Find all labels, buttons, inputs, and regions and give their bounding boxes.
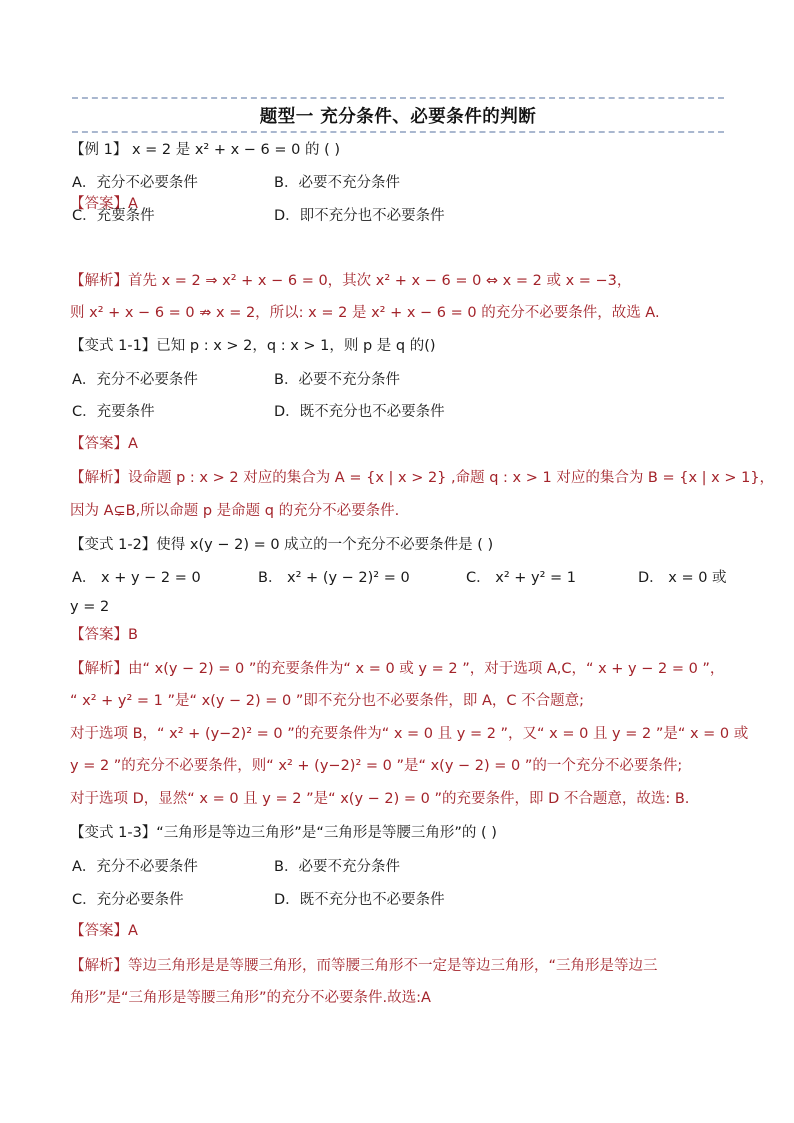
choice-option: D．既不充分也不必要条件	[274, 892, 445, 908]
bottom-divider	[72, 131, 724, 133]
choice-option: A．充分不必要条件	[72, 175, 198, 191]
choice-option: C．充要条件	[72, 208, 155, 224]
text-line: 【变式 1-3】“三角形是等边三角形”是“三角形是等腰三角形”的 ( )	[70, 825, 497, 841]
text-line: 【答案】B	[70, 627, 138, 643]
text-line: 则 x² + x − 6 = 0 ⇏ x = 2，所以: x = 2 是 x² + x − 6 = 0 的充分不必要条件，故选 A.	[70, 305, 660, 321]
choice-option: C．充分必要条件	[72, 892, 184, 908]
choice-option: B．必要不充分条件	[274, 175, 400, 191]
text-line: 【解析】等边三角形是是等腰三角形，而等腰三角形不一定是等边三角形，“三角形是等边三	[70, 958, 658, 974]
text-line: “ x² + y² = 1 ”是“ x(y − 2) = 0 ”即不充分也不必要条件，即 A，C 不合题意;	[70, 693, 585, 709]
choice-option: A．充分不必要条件	[72, 372, 198, 388]
text-line: 【例 1】 x = 2 是 x² + x − 6 = 0 的 ( )	[70, 142, 341, 158]
choice-option: A．充分不必要条件	[72, 859, 198, 875]
text-line: 【答案】A	[70, 196, 138, 212]
choice-option: B． x² + (y − 2)² = 0	[258, 570, 410, 586]
choice-option: B．必要不充分条件	[274, 372, 400, 388]
text-line: 【解析】首先 x = 2 ⇒ x² + x − 6 = 0，其次 x² + x − 6 = 0 ⇔ x = 2 或 x = −3，	[70, 273, 632, 289]
text-line: 因为 A⊊B,所以命题 p 是命题 q 的充分不必要条件.	[70, 503, 400, 519]
text-line: 【答案】A	[70, 923, 138, 939]
text-line: 对于选项 B，“ x² + (y−2)² = 0 ”的充要条件为“ x = 0 且 y = 2 ”，又“ x = 0 且 y = 2 ”是“ x = 0 或	[70, 726, 749, 742]
text-line: 【变式 1-2】使得 x(y − 2) = 0 成立的一个充分不必要条件是 ( )	[70, 537, 494, 553]
choice-option: D．既不充分也不必要条件	[274, 404, 445, 420]
text-line: y = 2 ”的充分不必要条件，则“ x² + (y−2)² = 0 ”是“ x(y − 2) = 0 ”的一个充分不必要条件;	[70, 758, 683, 774]
choice-option: C． x² + y² = 1	[466, 570, 576, 586]
text-line: 【解析】设命题 p : x > 2 对应的集合为 A = {x | x > 2} ,命题 q : x > 1 对应的集合为 B = {x | x > 1}，	[70, 470, 775, 486]
choice-option: C．充要条件	[72, 404, 155, 420]
text-line: 【解析】由“ x(y − 2) = 0 ”的充要条件为“ x = 0 或 y = 2 ”，对于选项 A,C，“ x + y − 2 = 0 ”，	[70, 661, 725, 677]
text-line: 【答案】A	[70, 436, 138, 452]
choice-option: B．必要不充分条件	[274, 859, 400, 875]
page-title: 题型一 充分条件、必要条件的判断	[259, 107, 537, 127]
top-divider	[72, 97, 724, 99]
choice-option: A． x + y − 2 = 0	[72, 570, 201, 586]
text-line: y = 2	[70, 599, 110, 615]
text-line: 【变式 1-1】已知 p : x > 2，q : x > 1，则 p 是 q 的()	[70, 338, 436, 354]
choice-option: D．即不充分也不必要条件	[274, 208, 445, 224]
text-line: 角形”是“三角形是等腰三角形”的充分不必要条件.故选:A	[70, 990, 431, 1006]
choice-option: D． x = 0 或	[638, 570, 727, 586]
text-line: 对于选项 D，显然“ x = 0 且 y = 2 ”是“ x(y − 2) = 0 ”的充要条件，即 D 不合题意，故选: B.	[70, 791, 690, 807]
